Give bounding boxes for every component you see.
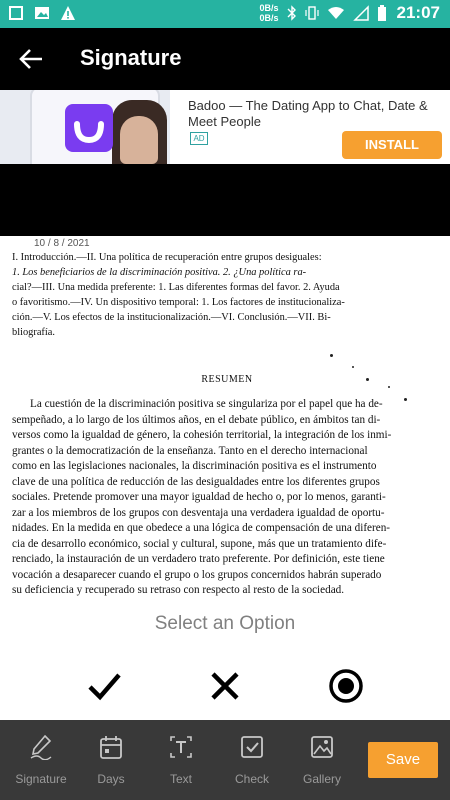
- tool-label: Check: [234, 772, 269, 786]
- calendar-icon: [99, 734, 123, 760]
- body-line: zar a los miembros de los grupos con desventaja una verdadera igualdad de oportu-: [12, 506, 385, 519]
- document-date[interactable]: 10 / 8 / 2021: [34, 238, 90, 249]
- notification-icons: [8, 5, 76, 21]
- badoo-logo-icon: [65, 104, 113, 152]
- body-line: nidades. En la medida en que obedece a una lógica de compensación de una diferen-: [12, 522, 391, 534]
- check-icon[interactable]: [84, 666, 124, 706]
- tool-text[interactable]: [146, 720, 216, 800]
- tool-label: Days: [97, 772, 125, 786]
- tool-label: Signature: [15, 772, 67, 786]
- tool-signature[interactable]: [6, 720, 76, 800]
- body-line: clave de una política de reducción de las desigualdades entre los diferentes grupos: [12, 475, 380, 488]
- signal-icon: [353, 5, 369, 21]
- select-option-label: Select an Option: [154, 613, 296, 634]
- body-line: sociales. Pretende promover una mayor igualdad de hecho o, por lo menos, garanti-: [12, 491, 386, 503]
- section-heading: RESUMEN: [201, 374, 253, 385]
- ad-photo-face: [120, 116, 158, 164]
- clock: 21:07: [396, 3, 440, 22]
- tool-label: Text: [169, 772, 192, 786]
- ad-banner[interactable]: [0, 90, 450, 164]
- bottom-toolbar: [0, 720, 450, 800]
- ad-title[interactable]: Badoo — The Dating App to Chat, Date & Meet People: [188, 98, 428, 129]
- radio-icon[interactable]: [326, 666, 366, 706]
- wifi-icon: [327, 5, 345, 21]
- body-line: La cuestión de la discriminación positiva se singulariza por el papel que ha de-: [30, 398, 383, 410]
- body-line: renciado, la instauración de un verdadero trato preferente. Por definición, este tiene: [12, 553, 385, 565]
- toc-line: o favoritismo.—IV. Un dispositivo temporal: 1. Los factores de institucionaliza-: [12, 297, 345, 308]
- abstract-body: [12, 397, 442, 599]
- tool-days[interactable]: [76, 720, 146, 800]
- checkbox-icon: [240, 734, 264, 760]
- select-option-panel: [0, 606, 450, 720]
- body-line: como en las legislaciones nacionales, la discriminación positiva es el instrumento: [12, 460, 377, 472]
- body-line: cia de desarrollo económico, social y cultural, supone, más que un tratamiento dife-: [12, 537, 387, 550]
- save-button[interactable]: Save: [368, 742, 438, 778]
- toc-line: bliografía.: [12, 327, 55, 338]
- scan-speck: [330, 354, 333, 357]
- image-icon: [310, 734, 334, 760]
- scan-speck: [388, 386, 390, 388]
- toc-line: I. Introducción.—II. Una política de recuperación entre grupos desiguales:: [12, 252, 322, 263]
- toc-line: ción.—V. Los efectos de la institucionalización.—VI. Conclusión.—VII. Bi-: [12, 312, 331, 323]
- tool-gallery[interactable]: [287, 720, 357, 800]
- scan-speck: [366, 378, 369, 381]
- scan-speck: [352, 366, 354, 368]
- body-line: su deficiencia y recuperado su retraso con respecto al resto de la sociedad.: [12, 584, 345, 596]
- table-of-contents: [12, 250, 442, 340]
- vibrate-icon: [305, 5, 319, 21]
- body-line: grantes o la democratización de la enseñanza. Tanto en el derecho internacional: [12, 444, 368, 457]
- ad-image[interactable]: [0, 90, 170, 164]
- document-text: [12, 250, 442, 599]
- back-arrow-icon[interactable]: [18, 46, 44, 72]
- scan-speck: [404, 398, 407, 401]
- toc-line: cial?—III. Una medida preferente: 1. Las diferentes formas del favor. 2. Ayuda: [12, 282, 340, 293]
- cross-icon[interactable]: [205, 666, 245, 706]
- network-speed: 0B/s 0B/s: [259, 3, 279, 23]
- battery-icon: [377, 5, 387, 21]
- text-icon: [169, 734, 193, 760]
- divider-band: [0, 164, 450, 236]
- app-bar: [0, 28, 450, 90]
- warning-icon: [60, 5, 76, 21]
- body-line: versos como la igualdad de género, la cohesión territorial, la integración de los inmi-: [12, 429, 392, 441]
- status-bar: [0, 0, 450, 28]
- tool-check[interactable]: [217, 720, 287, 800]
- tool-label: Gallery: [302, 772, 341, 786]
- ad-badge: AD: [190, 132, 208, 145]
- body-line: sempeñado, a lo largo de los últimos años, en el debate público, en ámbitos tan di-: [12, 413, 381, 426]
- toc-line: 1. Los beneficiarios de la discriminación positiva. 2. ¿Una política ra-: [12, 267, 307, 278]
- system-status: [260, 3, 441, 23]
- page-title: Signature: [80, 45, 182, 70]
- smile-icon: [65, 104, 113, 152]
- document-preview[interactable]: [0, 236, 450, 606]
- image-notification-icon: [34, 5, 50, 21]
- bluetooth-icon: [287, 5, 297, 21]
- notification-square-icon: [8, 5, 24, 21]
- pen-icon: [29, 734, 53, 760]
- install-button[interactable]: INSTALL: [342, 131, 442, 159]
- body-line: vocación a desaparecer cuando el grupo o los grupos concernidos habrán superado: [12, 568, 382, 581]
